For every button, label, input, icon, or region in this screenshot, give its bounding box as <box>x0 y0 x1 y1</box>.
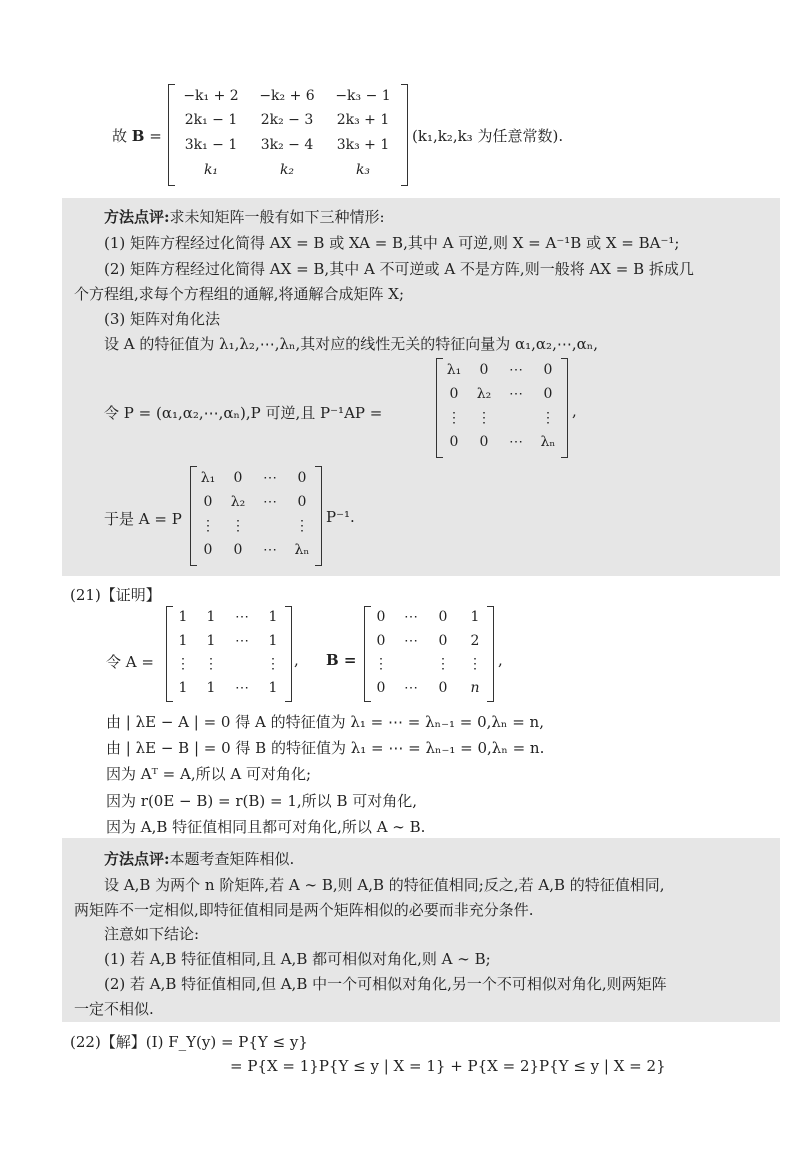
cell: 0 <box>543 362 553 378</box>
review1-let-P: 令 P = (α₁,α₂,⋯,αₙ),P 可逆,且 P⁻¹AP = <box>104 404 383 422</box>
review2-p1-line2: 两矩阵不一定相似,即特征值相同是两个矩阵相似的必要而非充分条件. <box>74 901 534 919</box>
cell: 0 <box>376 609 386 625</box>
cell: k₂ <box>279 162 295 178</box>
cell: −k₂ + 6 <box>259 88 315 104</box>
cell: 1 <box>206 609 216 625</box>
cell: 2k₁ − 1 <box>184 112 238 128</box>
cell: 0 <box>438 680 448 696</box>
cell: 0 <box>479 434 489 450</box>
cell: ⋮ <box>204 656 218 672</box>
review1-case2-line1: (2) 矩阵方程经过化简得 AX = B,其中 A 不可逆或 A 不是方阵,则一般将 AX = B 拆成几 <box>104 260 694 278</box>
cell: λ₂ <box>476 386 492 402</box>
cell: 0 <box>438 609 448 625</box>
matrix-B-proof <box>364 606 494 702</box>
cell: 3k₃ + 1 <box>336 137 390 153</box>
proof-line: 因为 A,B 特征值相同且都可对角化,所以 A ∼ B. <box>106 818 426 836</box>
conclusion-suffix: (k₁,k₂,k₃ 为任意常数). <box>412 127 564 145</box>
cell: 0 <box>297 494 307 510</box>
cell: k₁ <box>203 162 219 178</box>
cell: λ₂ <box>230 494 246 510</box>
review1-eigen-line: 设 A 的特征值为 λ₁,λ₂,⋯,λₙ,其对应的线性无关的特征向量为 α₁,α₂,⋯,αₙ, <box>104 335 598 353</box>
after-matrix-comma: , <box>572 402 577 420</box>
section22-label: (22)【解】 <box>70 1033 146 1051</box>
section21-let-A: 令 A = <box>106 653 154 671</box>
cell: 1 <box>178 609 188 625</box>
cell: ⋯ <box>509 362 523 378</box>
review2-c2-line2: 一定不相似. <box>74 1000 154 1018</box>
cell: λ₁ <box>200 470 216 486</box>
section22-line2: = P{X = 1}P{Y ≤ y | X = 1} + P{X = 2}P{Y ≤ y | X = 2} <box>230 1057 666 1075</box>
cell: −k₃ − 1 <box>335 88 391 104</box>
cell: ⋯ <box>509 386 523 402</box>
review1-case1: (1) 矩阵方程经过化简得 AX = B 或 XA = B,其中 A 可逆,则 X = A⁻¹B 或 X = BA⁻¹; <box>104 234 680 252</box>
section21-label: (21)【证明】 <box>70 586 161 604</box>
cell: 0 <box>543 386 553 402</box>
review1-then-A: 于是 A = P <box>104 510 182 528</box>
review2-note: 注意如下结论: <box>104 925 200 943</box>
cell: n <box>470 680 480 696</box>
cell: ⋯ <box>263 470 277 486</box>
cell: 3k₂ − 4 <box>260 137 314 153</box>
cell: ⋯ <box>235 609 249 625</box>
diag-matrix-1 <box>436 358 568 458</box>
cell: −k₁ + 2 <box>183 88 239 104</box>
proof-line: 因为 r(0E − B) = r(B) = 1,所以 B 可对角化, <box>106 792 418 810</box>
cell: ⋮ <box>447 410 461 426</box>
cell: 0 <box>203 542 213 558</box>
cell: ⋯ <box>235 680 249 696</box>
cell: 0 <box>449 434 459 450</box>
cell: ⋮ <box>266 656 280 672</box>
cell: 0 <box>376 680 386 696</box>
cell: λ₁ <box>446 362 462 378</box>
review2-p1-line1: 设 A,B 为两个 n 阶矩阵,若 A ∼ B,则 A,B 的特征值相同;反之,若 A,B 的特征值相同, <box>104 876 665 894</box>
cell: 0 <box>479 362 489 378</box>
cell: 1 <box>470 609 480 625</box>
cell: ⋮ <box>477 410 491 426</box>
cell: 0 <box>449 386 459 402</box>
review1-then-tail: P⁻¹. <box>326 508 355 526</box>
cell: ⋯ <box>404 609 418 625</box>
cell: ⋮ <box>374 656 388 672</box>
cell: k₃ <box>355 162 371 178</box>
section21-tail: , <box>498 651 503 669</box>
cell: ⋯ <box>509 434 523 450</box>
cell: 1 <box>268 633 278 649</box>
cell: 0 <box>297 470 307 486</box>
cell: ⋮ <box>231 518 245 534</box>
cell: 0 <box>438 633 448 649</box>
cell: 0 <box>233 470 243 486</box>
cell: ⋮ <box>541 410 555 426</box>
cell: 2k₃ + 1 <box>336 112 390 128</box>
cell: ⋯ <box>263 494 277 510</box>
cell: 1 <box>178 633 188 649</box>
cell: 0 <box>233 542 243 558</box>
cell: 1 <box>206 680 216 696</box>
cell: 1 <box>206 633 216 649</box>
cell: 2k₂ − 3 <box>260 112 314 128</box>
cell: ⋯ <box>404 633 418 649</box>
cell: ⋮ <box>295 518 309 534</box>
diag-matrix-2 <box>190 466 322 566</box>
cell: 0 <box>376 633 386 649</box>
cell: λₙ <box>294 542 310 558</box>
cell: ⋯ <box>235 633 249 649</box>
cell: ⋮ <box>468 656 482 672</box>
section21-B-eq: B = <box>326 651 357 669</box>
proof-line: 由 | λE − A | = 0 得 A 的特征值为 λ₁ = ⋯ = λₙ₋₁ = 0,λₙ = n, <box>106 713 544 731</box>
review1-case3: (3) 矩阵对角化法 <box>104 310 221 328</box>
cell: ⋮ <box>176 656 190 672</box>
matrix-B-solution <box>168 84 408 186</box>
cell: ⋮ <box>436 656 450 672</box>
proof-line: 因为 Aᵀ = A,所以 A 可对角化; <box>106 765 312 783</box>
review2-heading: 方法点评:本题考查矩阵相似. <box>104 850 295 868</box>
review1-heading: 方法点评:求未知矩阵一般有如下三种情形: <box>104 208 385 226</box>
cell: 0 <box>203 494 213 510</box>
cell: ⋯ <box>263 542 277 558</box>
cell: 1 <box>268 609 278 625</box>
cell: λₙ <box>540 434 556 450</box>
review1-case2-line2: 个方程组,求每个方程组的通解,将通解合成矩阵 X; <box>74 285 405 303</box>
cell: 2 <box>470 633 480 649</box>
matrix-A-ones <box>166 606 292 702</box>
cell: ⋯ <box>404 680 418 696</box>
cell: 1 <box>178 680 188 696</box>
review2-c1: (1) 若 A,B 特征值相同,且 A,B 都可相似对角化,则 A ∼ B; <box>104 950 491 968</box>
cell: ⋮ <box>201 518 215 534</box>
cell: 3k₁ − 1 <box>184 137 238 153</box>
section21-comma: , <box>294 651 299 669</box>
conclusion-prefix: 故 B = <box>112 127 162 145</box>
proof-line: 由 | λE − B | = 0 得 B 的特征值为 λ₁ = ⋯ = λₙ₋₁ = 0,λₙ = n. <box>106 739 545 757</box>
review2-c2-line1: (2) 若 A,B 特征值相同,但 A,B 中一个可相似对角化,另一个不可相似对角化,则两矩阵 <box>104 975 667 993</box>
section22-line1: (22)【解】(Ⅰ) F_Y(y) = P{Y ≤ y} <box>70 1033 308 1051</box>
cell: 1 <box>268 680 278 696</box>
